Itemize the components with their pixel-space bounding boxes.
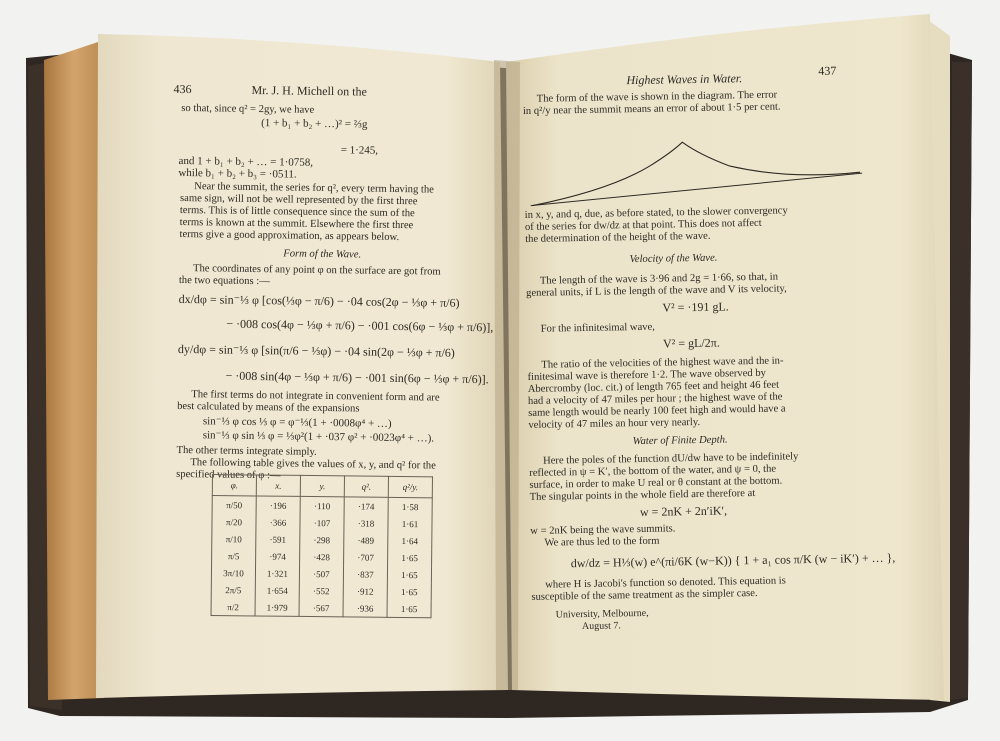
equation-line: − ·008 sin(4φ − ⅓φ + π/6) − ·001 sin(6φ − ⅓φ + π/6)]. — [225, 368, 489, 387]
table-cell: ·707 — [344, 548, 388, 565]
table-header: y. — [300, 475, 344, 496]
text-line: specified values of φ :— — [176, 468, 281, 482]
table-cell: ·196 — [256, 496, 300, 514]
table-cell: 3π/10 — [211, 564, 255, 581]
table-cell: π/20 — [212, 513, 256, 530]
table-header: q². — [344, 476, 388, 497]
text-line: so that, since q² = 2gy, we have — [181, 102, 315, 116]
table-cell: π/10 — [212, 530, 256, 547]
text-line: in x, y, and q, due, as before stated, to the slower convergency — [524, 205, 788, 221]
equation-line: dy/dφ = sin⁻⅓ φ [sin(π/6 − ⅓φ) − ·04 sin(2φ − ⅓φ + π/6) — [177, 341, 455, 360]
text-line: velocity of 47 miles an hour very nearly. — [528, 416, 701, 431]
table-cell: ·318 — [344, 514, 388, 531]
table-header: q²/y. — [388, 476, 432, 497]
equation-line: V² = ·191 gL. — [662, 299, 729, 315]
text-line: where H is Jacobi's function so denoted. This equation is — [545, 575, 786, 591]
equation-line: V² = gL/2π. — [662, 335, 720, 351]
text-line: terms give a good approximation, as appears below. — [179, 228, 400, 244]
table-cell: ·974 — [256, 547, 300, 564]
signoff-line: University, Melbourne, — [555, 607, 649, 621]
text-line: For the infinitesimal wave, — [540, 321, 655, 335]
text-line: terms is known at the summit. Elsewhere the first three — [179, 216, 414, 232]
table-cell: 1·65 — [387, 583, 431, 600]
text-line: surface, in order to make U real or θ constant at the bottom. — [529, 475, 783, 491]
equation-line: sin⁻⅓ φ cos ⅓ φ = φ⁻⅓(1 + ·0008φ⁴ + …) — [202, 415, 392, 430]
page-number: 437 — [818, 63, 837, 78]
text-line: The following table gives the values of x, y, and q² for the — [190, 457, 436, 472]
values-table — [211, 474, 433, 618]
signoff-line: August 7. — [581, 620, 621, 633]
table-cell: ·428 — [300, 548, 344, 565]
table-cell: 1·65 — [387, 600, 431, 618]
equation-line: w = 2nK + 2n′iK′, — [639, 503, 728, 520]
text-line: the determination of the height of the wave. — [525, 230, 711, 245]
text-line: The first terms do not integrate in convenient form and are — [191, 389, 440, 404]
text-line: same sign, will not be well represented by the first three — [179, 192, 418, 208]
text-line: same length would be nearly 100 feet high and would have a — [528, 403, 786, 419]
running-head: Highest Waves in Water. — [626, 71, 743, 88]
gutter-shadow — [494, 60, 520, 690]
text-line: general units, if L is the length of the wave and V its velocity, — [526, 283, 787, 299]
table-cell: π/5 — [212, 547, 256, 564]
text-line: Here the poles of the function dU/dw have to be indefinitely — [542, 451, 799, 467]
table-cell: ·366 — [256, 513, 300, 530]
text-line: had a velocity of 47 miles per hour ; the highest wave of the — [527, 391, 783, 407]
table-cell: ·552 — [299, 582, 343, 599]
section-title: Velocity of the Wave. — [629, 252, 718, 266]
table-row — [211, 598, 431, 618]
table-cell: ·912 — [343, 582, 387, 599]
equation-line: sin⁻⅓ φ sin ⅓ φ = ⅓φ²(1 + ·037 φ² + ·0023φ⁴ + …). — [202, 429, 435, 445]
table-cell: ·507 — [299, 565, 343, 582]
text-line: terms. This is of little consequence since the sum of the — [179, 204, 415, 220]
table-cell: 1·654 — [255, 581, 299, 598]
section-title: Form of the Wave. — [283, 248, 362, 261]
marbled-edge-right — [948, 62, 972, 700]
text-line: the two equations :— — [178, 274, 270, 288]
text-line: in q²/y near the summit means an error of about 1·5 per cent. — [522, 101, 781, 117]
text-line: The singular points in the whole field are therefore at — [529, 487, 756, 503]
table-cell: 2π/5 — [211, 581, 255, 598]
section-title: Water of Finite Depth. — [632, 434, 728, 448]
page-edges-left — [44, 40, 104, 700]
table-cell: 1·321 — [255, 564, 299, 581]
table-cell: ·837 — [343, 565, 387, 582]
equation-line: while b₁ + b₂ + b₃ = ·0511. — [178, 166, 297, 181]
table-cell: ·174 — [344, 497, 388, 515]
table-cell: 1·61 — [388, 515, 432, 532]
table-cell: 1·65 — [387, 566, 431, 583]
text-line: The coordinates of any point φ on the surface are got from — [192, 263, 441, 278]
table-cell: 1·65 — [388, 549, 432, 566]
table-cell: ·936 — [343, 599, 387, 617]
table-header: x. — [256, 475, 300, 496]
text-line: We are thus led to the form — [544, 535, 660, 549]
equation-line: dx/dφ = sin⁻⅓ φ [cos(⅓φ − π/6) − ·04 cos(2φ − ⅓φ + π/6) — [178, 291, 460, 310]
table-cell: 1·979 — [255, 598, 299, 616]
equation-line: (1 + b₁ + b₂ + …)² = ⅔g — [261, 117, 368, 131]
text-line: The ratio of the velocities of the highest wave and the in- — [541, 355, 784, 371]
table-cell: ·298 — [300, 531, 344, 548]
text-line: reflected in ψ = K′, the bottom of the water, and ψ = 0, the — [529, 463, 777, 479]
text-line: Near the summit, the series for q², every term having the — [194, 181, 434, 196]
table-cell: 1·64 — [388, 532, 432, 549]
table-cell: ·489 — [344, 531, 388, 548]
page-number: 436 — [173, 81, 192, 97]
table-cell: π/50 — [212, 496, 256, 514]
table-cell: ·110 — [300, 496, 344, 514]
text-line: w = 2nK being the wave summits. — [530, 523, 676, 537]
text-line: finitesimal wave is therefore 1·2. The wave observed by — [527, 367, 767, 383]
text-line: The form of the wave is shown in the diagram. The error — [536, 89, 778, 105]
table-header-row — [212, 475, 432, 498]
equation-line: − ·008 cos(4φ − ⅓φ + π/6) − ·001 cos(6φ − ⅓φ + π/6)], — [226, 316, 494, 335]
table-cell: ·591 — [256, 530, 300, 547]
text-line: of the series for dw/dz at that point. This does not affect — [524, 217, 762, 233]
table-header: φ. — [212, 475, 256, 496]
text-line: best calculated by means of the expansions — [177, 400, 360, 415]
table-cell: ·567 — [299, 599, 343, 617]
equation-line: and 1 + b₁ + b₂ + … = 1·0758, — [178, 154, 314, 169]
text-line: The other terms integrate simply. — [176, 444, 317, 458]
table-cell: ·107 — [300, 514, 344, 531]
running-head: Mr. J. H. Michell on the — [251, 82, 367, 99]
table-cell: 1·58 — [388, 497, 432, 515]
text-line: Abercromby (loc. cit.) of length 765 feet and height 46 feet — [527, 379, 780, 395]
text-line: The length of the wave is 3·96 and 2g = 1·66, so that, in — [539, 271, 779, 287]
table-row — [212, 496, 432, 516]
equation-line: dw/dz = H⅓(w) e^(πi/6K (w−K)) { 1 + a₁ cos π/K (w − iK′) + … }, — [570, 550, 896, 571]
equation-line: = 1·245, — [340, 144, 379, 157]
table-cell: π/2 — [211, 598, 255, 616]
text-line: susceptible of the same treatment as the simpler case. — [531, 587, 758, 603]
